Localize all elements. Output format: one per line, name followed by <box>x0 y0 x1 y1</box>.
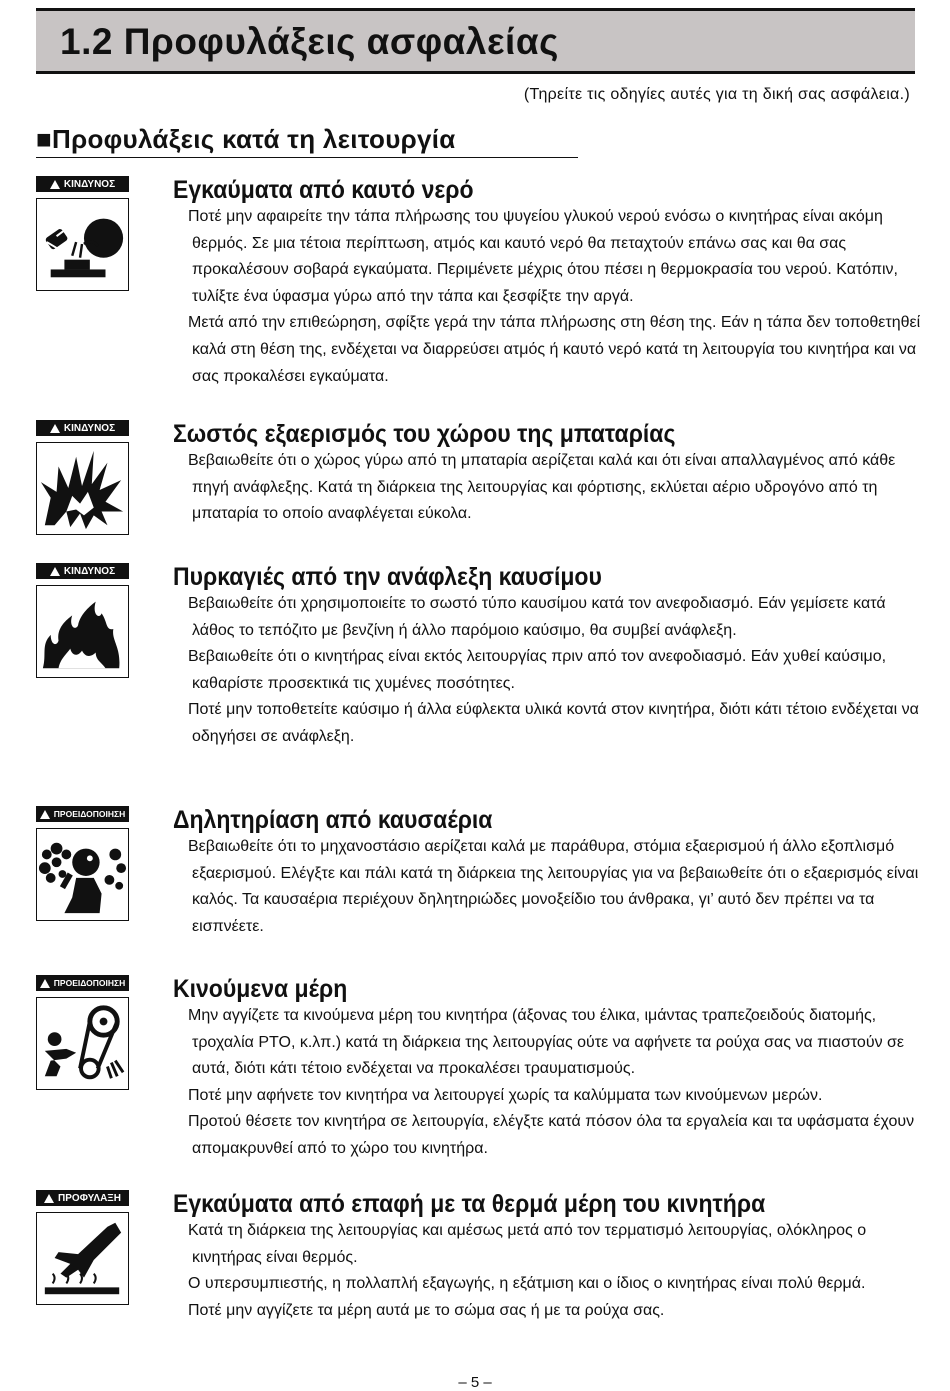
hazard-text <box>188 204 923 390</box>
hazard-paragraph: Ποτέ μην αφήνετε τον κινητήρα να λειτουργεί χωρίς τα καλύμματα των κινούμενων μερών. <box>188 1086 823 1104</box>
hazard-title: Πυρκαγιές από την ανάφλεξη καυσίμου <box>173 563 602 591</box>
hazard-text <box>188 834 923 940</box>
hazard-paragraph: Βεβαιωθείτε ότι ο χώρος γύρω από τη μπαταρία αερίζεται καλά και ότι είναι απαλλαγμένος από κάθε πηγή ανάφλεξης. Κατά τη διάρκεια της λειτουργίας και φόρτισης, εκλύεται αέριο υδρογόνο από τη μπαταρία το οποίο αναφλέγεται εύκολα. <box>188 452 896 523</box>
warning-triangle-icon <box>40 810 50 819</box>
warning-triangle-icon <box>50 180 60 189</box>
hazard-paragraph: Ποτέ μην αφαιρείτε την τάπα πλήρωσης του ψυγείου γλυκού νερού ενόσω ο κινητήρας είναι ακόμη θερμός. Σε μια τέτοια περίπτωση, ατμός και καυτό νερό θα πεταχτούν επάνω σας και θα σας προκαλέσουν σοβαρά εγκαύματα. Περιμένετε μέχρις ότου πέσει η θερμοκρασία του νερού. Κατόπιν, τυλίξτε ένα ύφασμα γύρω από την τάπα και ξεσφίξτε την αργά. <box>188 208 898 305</box>
warning-triangle-icon <box>44 1194 54 1203</box>
explosion-icon <box>36 442 129 535</box>
hazard-paragraph: Ποτέ μην τοποθετείτε καύσιμο ή άλλα εύφλεκτα υλικά κοντά στον κινητήρα, διότι κάτι τέτοιο ενδέχεται να οδηγήσει σε ανάφλεξη. <box>188 701 919 745</box>
hazard-text <box>188 1218 923 1324</box>
hot-water-burn-icon <box>36 198 129 291</box>
danger-badge: ΚΙΝΔΥΝΟΣ <box>36 420 129 436</box>
hazard-title: Δηλητηρίαση από καυσαέρια <box>173 806 493 834</box>
hazard-text <box>188 591 923 751</box>
hot-surface-icon <box>36 1212 129 1305</box>
danger-badge: ΚΙΝΔΥΝΟΣ <box>36 176 129 192</box>
hazard-paragraph: Μην αγγίζετε τα κινούμενα μέρη του κινητήρα (άξονας του έλικα, ιμάντας τραπεζοειδούς διατομής, τροχαλία PTO, κ.λπ.) κατά τη διάρκεια της λειτουργίας ούτε να αφήνετε τα ρούχα σας να πιαστούν σε αυτά, διότι κάτι τέτοιο ενδέχεται να προκαλέσει τραυματισμούς. <box>188 1007 905 1078</box>
hazard-paragraph: Μετά από την επιθεώρηση, σφίξτε γερά την τάπα πλήρωσης στη θέση της. Εάν η τάπα δεν τοποθετηθεί καλά στη θέση της, ενδέχεται να διαρρεύσει ατμός ή καυτό νερό κατά τη λειτουργία του κινητήρα και να σας προκαλέσει εγκαύματα. <box>188 314 921 385</box>
hazard-title: Σωστός εξαερισμός του χώρου της μπαταρίας <box>173 420 676 448</box>
page-subtitle: (Τηρείτε τις οδηγίες αυτές για τη δική σας ασφάλεια.) <box>523 86 910 103</box>
warning-triangle-icon <box>50 567 60 576</box>
warning-triangle-icon <box>50 424 60 433</box>
hazard-paragraph: Ποτέ μην αγγίζετε τα μέρη αυτά με το σώμα σας ή με τα ρούχα σας. <box>188 1301 665 1319</box>
hazard-paragraph: Προτού θέσετε τον κινητήρα σε λειτουργία, ελέγξτε κατά πόσον όλα τα εργαλεία και τα υφάσματα έχουν απομακρυνθεί από το χώρο του κινητήρα. <box>188 1113 915 1157</box>
warning-badge: ΠΡΟΕΙΔΟΠΟΙΗΣΗ <box>36 975 129 991</box>
hazard-paragraph: Βεβαιωθείτε ότι το μηχανοστάσιο αερίζεται καλά με παράθυρα, στόμια εξαερισμού ή άλλο εξοπλισμό εξαερισμού. Ελέγξτε και πάλι κατά τη διάρκεια της λειτουργίας για να βεβαιωθείτε ότι ο εξαερισμός είναι καλός. Τα καυσαέρια περιέχουν δηλητηριώδες μονοξείδιο του άνθρακα, γι’ αυτό δεν πρέπει να τα εισπνέετε. <box>188 838 919 935</box>
moving-parts-icon <box>36 997 129 1090</box>
warning-badge: ΠΡΟΕΙΔΟΠΟΙΗΣΗ <box>36 806 129 822</box>
hazard-paragraph: Βεβαιωθείτε ότι ο κινητήρας είναι εκτός λειτουργίας πριν από τον ανεφοδιασμό. Εάν χυθεί καύσιμο, καθαρίστε προσεκτικά τις χυμένες ποσότητες. <box>188 648 887 692</box>
hazard-title: Κινούμενα μέρη <box>173 975 348 1003</box>
hazard-text <box>188 448 923 528</box>
section-heading: ■Προφυλάξεις κατά τη λειτουργία <box>36 124 578 158</box>
page-number: – 5 – <box>458 1374 492 1391</box>
danger-badge: ΚΙΝΔΥΝΟΣ <box>36 563 129 579</box>
caution-badge: ΠΡΟΦΥΛΑΞΗ <box>36 1190 129 1206</box>
exhaust-gas-icon <box>36 828 129 921</box>
hazard-paragraph: Κατά τη διάρκεια της λειτουργίας και αμέσως μετά από τον τερματισμό λειτουργίας, ολόκληρος ο κινητήρας είναι θερμός. <box>188 1222 867 1266</box>
hazard-paragraph: Βεβαιωθείτε ότι χρησιμοποιείτε το σωστό τύπο καυσίμου κατά τον ανεφοδιασμό. Εάν γεμίσετε κατά λάθος το τεπόζιτο με βενζίνη ή άλλο παρόμοιο καύσιμο, θα συμβεί ανάφλεξη. <box>188 595 886 639</box>
hazard-title: Εγκαύματα από καυτό νερό <box>173 176 474 204</box>
warning-triangle-icon <box>40 979 50 988</box>
title-bar <box>36 8 915 74</box>
hazard-title: Εγκαύματα από επαφή με τα θερμά μέρη του κινητήρα <box>173 1190 766 1218</box>
fire-icon <box>36 585 129 678</box>
hazard-paragraph: Ο υπερσυμπιεστής, η πολλαπλή εξαγωγής, η εξάτμιση και ο ίδιος ο κινητήρας είναι πολύ θερμά. <box>188 1275 866 1293</box>
page-title: 1.2 Προφυλάξεις ασφαλείας <box>60 21 559 62</box>
hazard-text <box>188 1003 923 1163</box>
